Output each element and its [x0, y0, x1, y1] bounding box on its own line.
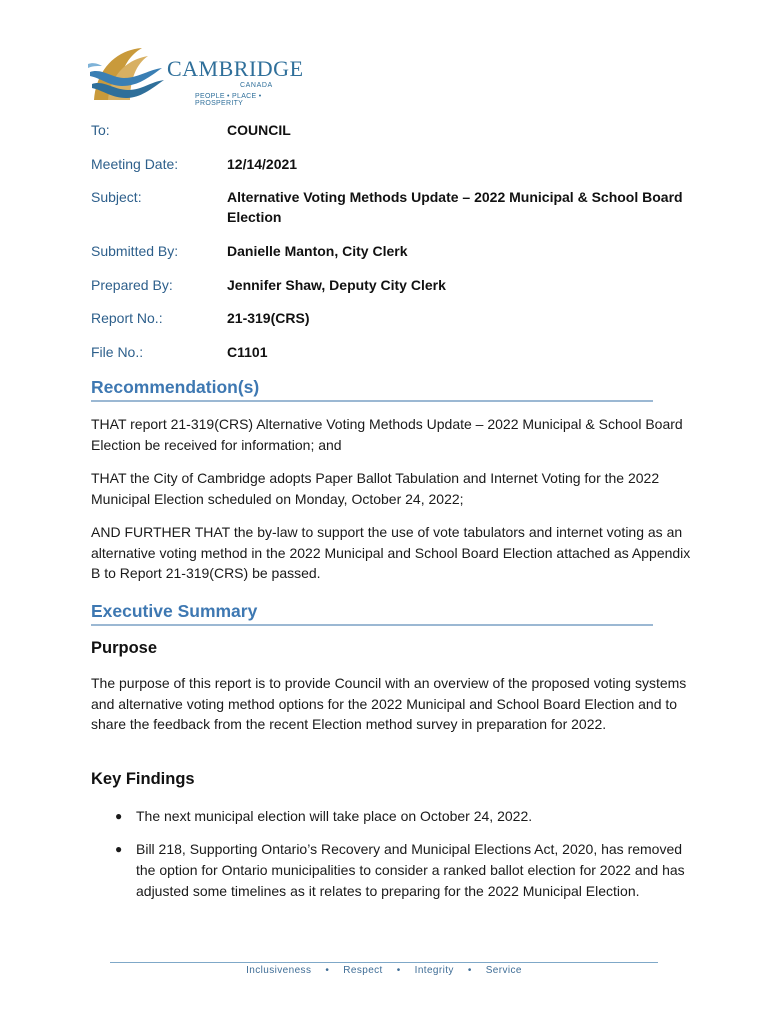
logo-wordmark: CAMBRIDGE	[167, 56, 304, 81]
purpose-heading: Purpose	[91, 639, 158, 657]
logo-country: CANADA	[240, 82, 273, 89]
field-value: Danielle Manton, City Clerk	[227, 243, 408, 259]
bullet-icon: ●	[115, 809, 123, 823]
field-value: Alternative Voting Methods Update – 2022 Municipal & School Board Election	[227, 189, 683, 225]
footer-value: Integrity	[414, 965, 454, 976]
footer-value: Respect	[343, 965, 383, 976]
footer-divider	[110, 962, 658, 963]
footer-value: Inclusiveness	[246, 965, 312, 976]
field-value: Jennifer Shaw, Deputy City Clerk	[227, 277, 446, 293]
footer-separator: •	[467, 965, 472, 976]
bullet-icon: ●	[115, 842, 123, 856]
logo-emblem-icon	[88, 42, 168, 104]
field-label: Prepared By:	[91, 277, 173, 293]
field-label: Meeting Date:	[91, 156, 179, 172]
key-finding-text: The next municipal election will take place on October 24, 2022.	[136, 808, 533, 824]
field-label: Report No.:	[91, 310, 163, 326]
footer-values	[110, 965, 658, 976]
list-item	[91, 806, 691, 827]
field-value: 12/14/2021	[227, 156, 298, 172]
footer-separator: •	[396, 965, 401, 976]
field-label: File No.:	[91, 344, 144, 360]
list-item	[91, 839, 691, 902]
purpose-paragraph: The purpose of this report is to provide Council with an overview of the proposed voting systems and alternative voting method options for the 2022 Municipal and School Board Election and to share the feedback from the recent Election method survey in preparation for 2022.	[91, 675, 687, 732]
field-label: To:	[91, 122, 110, 138]
footer-separator: •	[325, 965, 330, 976]
logo-tagline: PEOPLE • PLACE • PROSPERITY	[195, 93, 262, 107]
recommendations-heading: Recommendation(s)	[91, 377, 653, 402]
key-finding-text: Bill 218, Supporting Ontario’s Recovery and Municipal Elections Act, 2020, has removed the option for Ontario municipalities to consider a ranked ballot election for 2022 and has adjusted some timelines as it relates to preparing for the 2022 Municipal Election.	[136, 841, 685, 899]
recommendation-paragraph: THAT the City of Cambridge adopts Paper Ballot Tabulation and Internet Voting for the 2022 Municipal Election scheduled on Monday, October 24, 2022;	[91, 470, 660, 507]
footer-value: Service	[485, 965, 522, 976]
executive-summary-heading: Executive Summary	[91, 601, 653, 626]
key-findings-heading: Key Findings	[91, 770, 195, 788]
field-value: C1101	[227, 344, 268, 360]
field-label: Subject:	[91, 189, 142, 205]
field-label: Submitted By:	[91, 243, 179, 259]
field-value: COUNCIL	[227, 122, 291, 138]
cambridge-logo	[88, 42, 304, 107]
recommendation-paragraph: THAT report 21-319(CRS) Alternative Voting Methods Update – 2022 Municipal & School Board Election be received for information; and	[91, 416, 683, 453]
key-findings-list	[91, 806, 691, 914]
field-value: 21-319(CRS)	[227, 310, 310, 326]
recommendation-paragraph: AND FURTHER THAT the by-law to support the use of vote tabulators and internet voting as an alternative voting method in the 2022 Municipal and School Board Election attached as Appendix B to Report 21-319(CRS) be passed.	[91, 524, 691, 581]
